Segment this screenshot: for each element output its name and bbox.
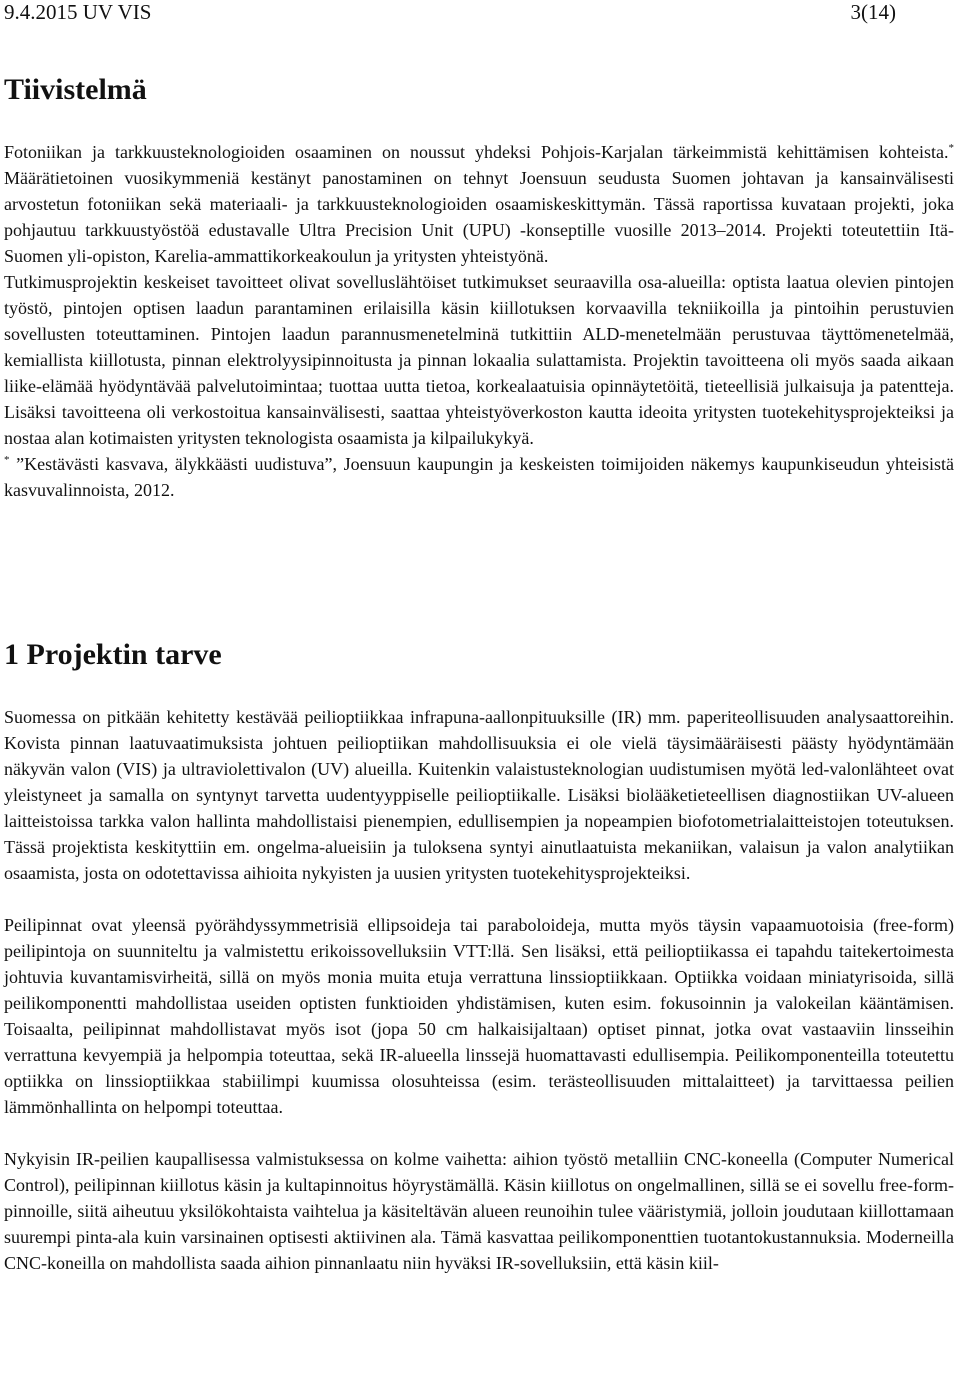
abstract-paragraph-1 (4, 139, 954, 269)
section-paragraph-1: Suomessa on pitkään kehitetty kestävää peilioptiikkaa infrapuna-aallonpituuksille (IR) mm. paperiteollisuuden analysaattoreihin. Kovista pinnan laatuvaatimuksista johtuen peilioptiikan mahdollisuuksia ei ole vielä täysimääräisesti päästy hyödyntämään näkyvän valon (VIS) ja ultraviolettivalon (UV) alueilla. Kuitenkin valaistusteknologian uudistumisen myötä led-valonlähteet ovat yleistyneet ja samalla on syntynyt tarvetta uudentyyppiselle peilioptiikalle. Lisäksi biolääketieteellisen diagnostiikan UV-alueen laitteistoissa tarkka valon hallinta mahdollistaisi pienempien, edullisempien ja nopeampien biofotometrialaitteistojen toteutuksen. Tässä projektista keskityttiin em. ongelma-alueisiin ja tuloksena syntyi ainutlaatuista mekaniikan, valaisun ja valon analytiikan osaamista, josta on odotettavissa aihioita nykyisten ja uusien yritysten tuotekehitysprojekteiksi. (4, 707, 954, 883)
page-number: 3(14) (850, 0, 896, 24)
abstract-body (4, 139, 954, 503)
abstract-heading: Tiivistelmä (4, 73, 147, 106)
abstract-p1-start: Fotoniikan ja tarkkuusteknologioiden osaaminen on noussut yhdeksi Pohjois-Karjalan tärkeimmistä kehittämisen kohteista. (4, 142, 949, 162)
footnote-mark: * (4, 454, 10, 466)
abstract-paragraph-2: Tutkimusprojektin keskeiset tavoitteet olivat sovelluslähtöiset tutkimukset seuraavilla osa-alueilla: optista laatua olevien pintojen työstö, pintojen optisen laadun parantaminen erilaisilla käsin kiillotuksen korvaavilla tekniikoilla ja pintoihin perustuvien sovellusten toteuttaminen. Pintojen laadun parannusmenetelminä tutkittiin ALD-menetelmään perustuvaa täyttömenetelmää, kemiallista kiillotusta, pinnan elektrolyysipinnoitusta ja pinnan lokaalia sulattamista. Projektin tavoitteena oli myös saada aikaan liike-elämää hyödyntävää palvelutoimintaa; tuottaa uutta tietoa, korkealaatuisia opinnäytetöitä, tieteellisiä julkaisuja ja patentteja. Lisäksi tavoitteena oli verkostoitua kansainvälisesti, saattaa yhteistyöverkoston kautta ideoita yritysten tuotekehitysprojekteiksi ja nostaa alan kotimaisten yritysten teknologista osaamista ja kilpailukykyä. (4, 272, 954, 448)
footnote-text: ”Kestävästi kasvava, älykkäästi uudistuva”, Joensuun kaupungin ja keskeisten toimijoiden näkemys kaupunkiseudun yhteisistä kasvuvalinnoista, 2012. (4, 454, 954, 500)
section-paragraph-2: Peilipinnat ovat yleensä pyörähdyssymmetrisiä ellipsoideja tai paraboloideja, mutta myös täysin vapaamuotoisia (free-form) peilipintoja on suunniteltu ja valmistettu erikoissovelluksiin VTT:llä. Sen lisäksi, että peilioptiikassa ei tapahdu taitekertoimesta johtuvia kuvantamisvirheitä, sillä on myös monia muita etuja verrattuna linssioptiikkaan. Optiikka voidaan miniatyrisoida, sillä peilikomponentti mahdollistaa useiden optisten funktioiden yhdistämisen, kuten esim. fokusoinnin ja valokeilan kääntämisen. Toisaalta, peilipinnat mahdollistavat myös isot (jopa 50 cm halkaisijaltaan) optiset pinnat, jotka ovat vastaaviin linsseihin verrattuna kevyempiä ja helpompia toteuttaa, sekä IR-alueella linssejä huomattavasti edullisempia. Peilikomponenteilla toteutettu optiikka on linssioptiikkaa stabiilimpi kuumissa olosuhteissa (esim. terästeollisuuden mittalaitteet) ja tarvittaessa peilien lämmönhallinta on helpompi toteuttaa. (4, 915, 954, 1117)
abstract-p1-rest: Määrätietoinen vuosikymmeniä kestänyt panostaminen on tehnyt Joensuun seudusta Suomen johtavan ja kansainvälisesti arvostetun fotoniikan sekä materiaali- ja tarkkuusteknologioiden osaamiskeskittymän. Tässä raportissa kuvataan projekti, joka pohjautuu tarkkuustyöstöä edustavalle Ultra Precision Unit (UPU) -konseptille vuosille 2013–2014. Projekti toteutettiin Itä-Suomen yli-opiston, Karelia-ammattikorkeakoulun ja yritysten yhteistyönä. (4, 168, 954, 266)
section-heading: 1 Projektin tarve (4, 638, 222, 671)
footnote-reference: * (948, 142, 954, 154)
page-header (4, 0, 896, 26)
section-paragraph-3: Nykyisin IR-peilien kaupallisessa valmistuksessa on kolme vaihetta: aihion työstö metalliin CNC-koneella (Computer Numerical Control), peilipinnan kiillotus käsin ja kultapinnoitus höyrystämällä. Käsin kiillotus on ongelmallinen, sillä se ei sovellu free-form-pinnoille, siitä aiheutuu yksilökohtaista vaihtelua ja käsiteltävän alueen reunoihin tulee vääristymiä, jolloin joudutaan kiillottamaan suurempi pinta-ala kuin varsinainen optisesti aktiivinen ala. Tämä kasvattaa peilikomponenttien tuotantokustannuksia. Moderneilla CNC-koneilla on mahdollista saada aihion pinnanlaatu niin hyväksi IR-sovelluksiin, että käsin kiil- (4, 1149, 954, 1273)
section-body (4, 704, 954, 1276)
footnote (4, 451, 954, 503)
header-date-title: 9.4.2015 UV VIS (4, 0, 152, 24)
